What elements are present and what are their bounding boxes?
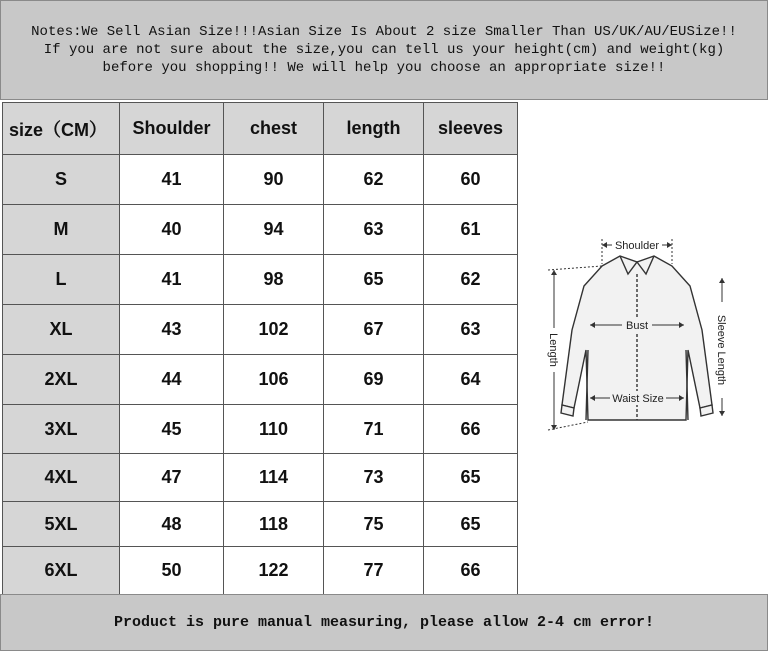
size-label: 3XL: [3, 405, 120, 454]
sleeves-value: 66: [424, 405, 518, 454]
size-chart-table: [2, 102, 518, 595]
length-value: 63: [324, 205, 424, 255]
chest-value: 118: [224, 502, 324, 547]
header-size: size（CM）: [3, 103, 120, 155]
length-value: 77: [324, 547, 424, 595]
sleeves-value: 65: [424, 454, 518, 502]
size-notice: [0, 0, 768, 100]
chest-value: 94: [224, 205, 324, 255]
shoulder-value: 45: [120, 405, 224, 454]
chest-value: 90: [224, 155, 324, 205]
table-row: [3, 547, 518, 595]
table-row: [3, 454, 518, 502]
measurement-disclaimer: [0, 594, 768, 651]
notice-line-2: If you are not sure about the size,you can tell us your height(cm) and weight(kg): [43, 42, 725, 58]
size-label: 6XL: [3, 547, 120, 595]
size-label: 5XL: [3, 502, 120, 547]
shirt-measurement-diagram: [540, 230, 735, 440]
table-row: [3, 155, 518, 205]
sleeves-value: 60: [424, 155, 518, 205]
waist-label: Waist Size: [612, 393, 664, 405]
length-value: 65: [324, 255, 424, 305]
chest-value: 106: [224, 355, 324, 405]
sleeves-value: 61: [424, 205, 518, 255]
notice-line-1: Notes:We Sell Asian Size!!!Asian Size Is About 2 size Smaller Than US/UK/AU/EUSize!!: [31, 24, 737, 40]
length-value: 69: [324, 355, 424, 405]
size-label: XL: [3, 305, 120, 355]
shoulder-value: 40: [120, 205, 224, 255]
size-label: M: [3, 205, 120, 255]
chest-value: 114: [224, 454, 324, 502]
header-chest: chest: [224, 103, 324, 155]
size-label: 2XL: [3, 355, 120, 405]
length-value: 71: [324, 405, 424, 454]
chest-value: 98: [224, 255, 324, 305]
sleeves-value: 62: [424, 255, 518, 305]
shoulder-value: 44: [120, 355, 224, 405]
chest-value: 102: [224, 305, 324, 355]
table-row: [3, 355, 518, 405]
table-row: [3, 405, 518, 454]
shoulder-value: 43: [120, 305, 224, 355]
shoulder-value: 50: [120, 547, 224, 595]
sleeve-label: Sleeve Length: [715, 314, 727, 386]
table-row: [3, 205, 518, 255]
disclaimer-text: Product is pure manual measuring, please allow 2-4 cm error!: [113, 614, 655, 631]
length-value: 67: [324, 305, 424, 355]
bust-label: Bust: [625, 320, 649, 332]
shoulder-value: 47: [120, 454, 224, 502]
length-value: 62: [324, 155, 424, 205]
shoulder-value: 41: [120, 155, 224, 205]
header-shoulder: Shoulder: [120, 103, 224, 155]
table-row: [3, 502, 518, 547]
size-label: 4XL: [3, 454, 120, 502]
header-length: length: [324, 103, 424, 155]
sleeves-value: 65: [424, 502, 518, 547]
size-label: L: [3, 255, 120, 305]
shoulder-label: Shoulder: [614, 240, 660, 252]
sleeves-value: 64: [424, 355, 518, 405]
chest-value: 110: [224, 405, 324, 454]
table-row: [3, 305, 518, 355]
length-value: 75: [324, 502, 424, 547]
header-sleeves: sleeves: [424, 103, 518, 155]
shoulder-value: 48: [120, 502, 224, 547]
sleeves-value: 66: [424, 547, 518, 595]
chest-value: 122: [224, 547, 324, 595]
notice-line-3: before you shopping!! We will help you choose an appropriate size!!: [102, 60, 666, 76]
size-label: S: [3, 155, 120, 205]
shoulder-value: 41: [120, 255, 224, 305]
length-value: 73: [324, 454, 424, 502]
sleeves-value: 63: [424, 305, 518, 355]
table-row: [3, 255, 518, 305]
table-header-row: [3, 103, 518, 155]
length-label: Length: [547, 333, 559, 367]
